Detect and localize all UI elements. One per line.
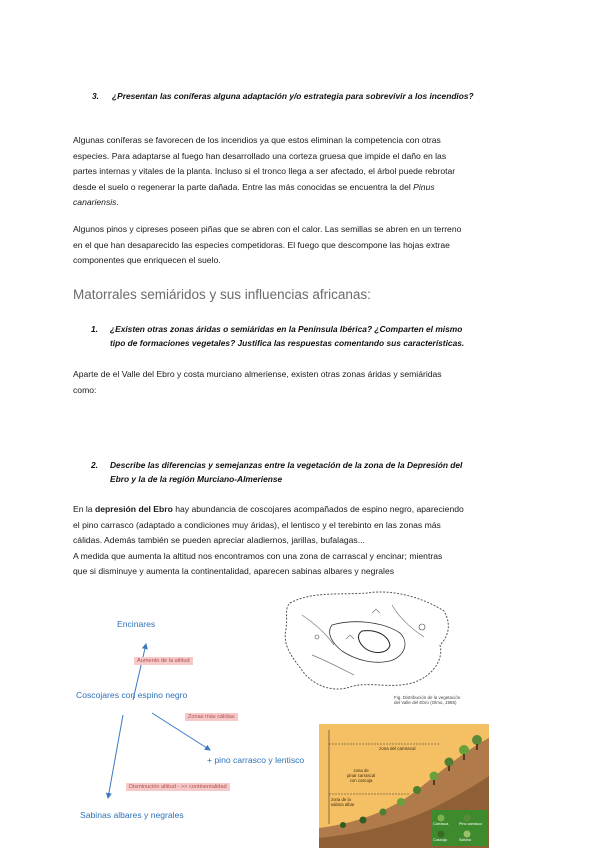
caption-line: del Valle del Ebro (Olmo, 1985) [394,700,457,705]
text-line: componentes que enriquecen el suelo. [73,255,221,266]
diagram-pill-continental: Disminución altitud - >> continentalidad [126,783,230,791]
diagram-label-sabinas: Sabinas albares y negrales [80,810,184,820]
profile-label-mid: zona de pinar carrascal con coscoja [347,768,376,783]
question-line: Describe las diferencias y semejanzas entre la vegetación de la zona de la Depresión del [110,460,463,470]
species-name: canariensis. [73,197,119,208]
question-line: ¿Existen otras zonas áridas o semiáridas en la Península Ibérica? ¿Comparten el mismo [110,324,463,334]
question-1 [91,322,531,350]
text-line: A medida que aumenta la altitud nos encontramos con una zona de carrascal y encinar; mientras [73,550,443,561]
species-name: Pinus [413,181,435,192]
profile-label-top: zona del carrascal [379,746,416,751]
diagram-pill-altitude-up: Aumento de la altitud [134,657,193,665]
question-text: ¿Presentan las coníferas alguna adaptación y/o estrategia para sobrevivir a los incendios? [112,91,474,101]
map-figure [272,585,462,720]
diagram-label-encinares: Encinares [117,619,156,629]
text-line: En la depresión del Ebro hay abundancia de coscojares acompañados de espino negro, apareciendo [73,504,464,514]
answer-1 [73,367,533,398]
question-number: 3. [92,91,99,101]
diagram-pill-warmer: Zonas más cálidas [185,713,238,721]
text-line: cálidas. Además también se pueden apreciar aladiernos, jarillas, bufalagas... [73,535,365,546]
text-line [73,195,533,211]
profile-slope [319,724,489,848]
answer-2 [73,502,543,580]
section-heading: Matorrales semiáridos y sus influencias africanas: [73,287,371,302]
text-line: partes internas y vitales de la planta. Incluso si el tronco llega a ser afectado, el árbol puede rebrotar [73,166,456,177]
text-line: Algunos pinos y cipreses poseen piñas que se abren con el calor. Las semillas se abren en un terreno [73,224,462,234]
caption-line: Fig. Distribución de la vegetación [394,695,461,700]
text-line: especies. Para adaptarse al fuego han desarrollado una corteza gruesa que impide el daño en las [73,150,447,161]
bold-term: depresión del Ebro [94,504,173,514]
diagram-label-coscojares: Coscojares con espino negro [76,690,188,700]
map-caption [394,695,460,705]
arrow-down [108,715,123,798]
text-line: como: [73,384,97,395]
text-line: el pino carrasco (adaptado a condiciones muy áridas), el lentisco y el terebinto en las zonas más [73,519,441,530]
text-line: en el que han desaparecido las especies competidoras. El fuego que descompone las hojas extrae [73,239,450,250]
text-line: Aparte de el Valle del Ebro y costa murciano almeriense, existen otras zonas áridas y semiáridas [73,369,442,379]
question-2 [91,458,531,486]
answer-paragraph-1 [73,133,533,211]
question-3 [92,89,512,103]
diagram-label-pino: + pino carrasco y lentisco [207,755,305,765]
question-line: tipo de formaciones vegetales? Justifica las respuestas comentando sus características. [110,338,465,348]
question-number: 2. [91,460,98,470]
text-line: que si disminuye y aumenta la continentalidad, aparecen sabinas albares y negrales [73,566,395,577]
vegetation-profile-figure: zona del carrascal zona de pinar carrascal con coscoja zona de la sabina albar Carrasca Pino carrasco Coscoja Sabina [319,724,489,848]
text-line: Algunas coníferas se favorecen de los incendios ya que estos eliminan la competencia con otras [73,135,441,145]
answer-paragraph-2 [73,222,533,269]
question-line: Ebro y la de la región Murciano-Almeriense [110,474,283,484]
question-number: 1. [91,324,98,334]
text-line: desde el suelo o regenerar la parte dañada. Entre las más conocidas se encuentra la del Pinus [73,181,435,192]
profile-label-bottom: zona de la sabina albar [331,797,355,807]
